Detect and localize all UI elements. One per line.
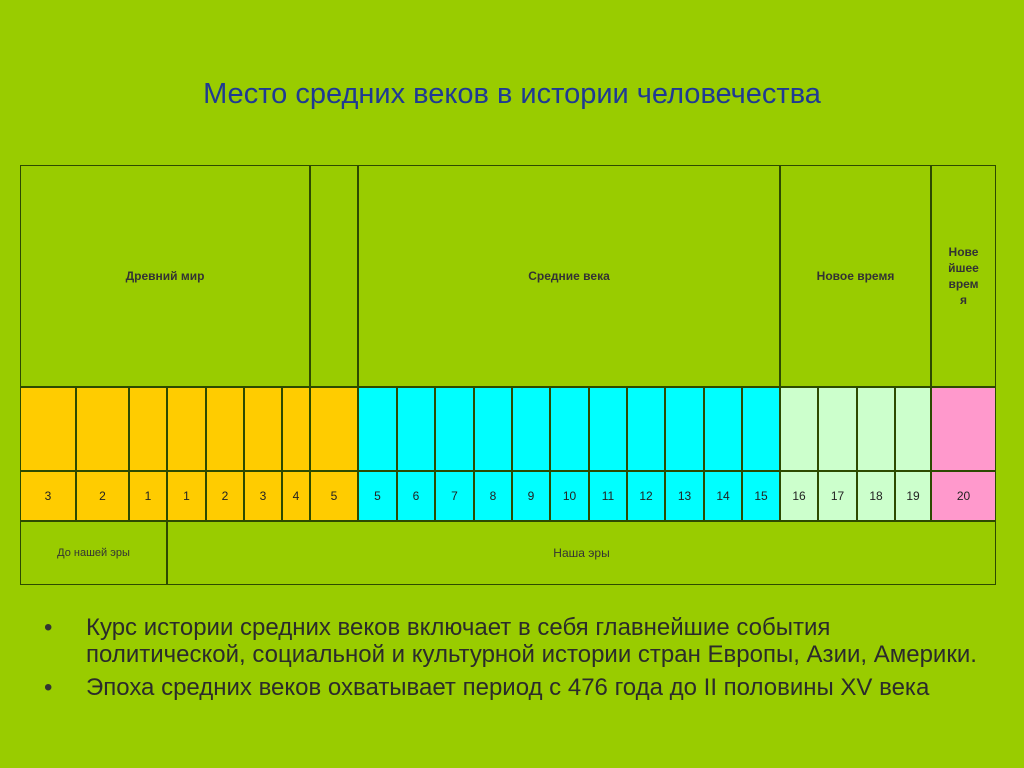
bullet-dot-icon: • (44, 674, 53, 701)
color-cell-medieval (589, 387, 627, 471)
century-cell (895, 471, 931, 521)
color-cell-modern (780, 387, 818, 471)
century-number: 20 (956, 489, 971, 503)
century-cell (512, 471, 550, 521)
color-cell-medieval (665, 387, 704, 471)
century-cell (244, 471, 282, 521)
color-cell-medieval (627, 387, 665, 471)
bullet-item (44, 674, 984, 701)
color-cell-modern (818, 387, 857, 471)
color-cell-medieval (358, 387, 397, 471)
color-cell-medieval (512, 387, 550, 471)
bullet-text: Курс истории средних веков включает в себя главнейшие события политической, социальной и культурной истории стран Европы, Азии, Америки. (86, 614, 977, 668)
century-number: 10 (562, 489, 577, 503)
century-cell (742, 471, 780, 521)
color-cell-ancient (310, 387, 358, 471)
century-cell (704, 471, 742, 521)
bullet-text: Эпоха средних веков охватывает период с 476 года до II половины XV века (86, 674, 930, 701)
century-cell (397, 471, 435, 521)
century-number: 2 (221, 489, 229, 503)
century-cell (310, 471, 358, 521)
era-blank (310, 165, 358, 387)
bullet-list (44, 614, 984, 707)
century-number: 4 (292, 489, 300, 503)
color-cell-ancient (206, 387, 244, 471)
century-number: 9 (527, 489, 535, 503)
epoch-bc (20, 521, 167, 585)
era-label-modern: Новое время (816, 269, 895, 283)
era-recent-time (931, 165, 996, 387)
bullet-dot-icon: • (44, 614, 53, 641)
century-cell (857, 471, 895, 521)
epoch-ad (167, 521, 996, 585)
century-number: 13 (677, 489, 692, 503)
century-cell (282, 471, 310, 521)
color-cell-medieval (397, 387, 435, 471)
century-cell (474, 471, 512, 521)
century-number: 1 (183, 489, 190, 503)
color-cell-ancient (282, 387, 310, 471)
century-cell (818, 471, 857, 521)
color-cell-medieval (474, 387, 512, 471)
color-cell-ancient (76, 387, 129, 471)
century-number: 17 (830, 489, 845, 503)
color-cell-ancient (20, 387, 76, 471)
page-title: Место средних веков в истории человечества (203, 78, 821, 110)
century-number: 2 (99, 489, 106, 503)
century-number: 11 (601, 489, 615, 503)
century-cell (206, 471, 244, 521)
century-cell (358, 471, 397, 521)
century-number: 16 (792, 489, 806, 503)
century-number: 12 (639, 489, 653, 503)
color-cell-ancient (167, 387, 206, 471)
era-modern-time (780, 165, 931, 387)
color-cell-medieval (435, 387, 474, 471)
color-cell-recent (931, 387, 996, 471)
color-cell-ancient (244, 387, 282, 471)
century-number: 1 (144, 489, 152, 503)
century-number: 3 (259, 489, 267, 503)
era-label-recent: Нове йшее врем я (948, 245, 979, 307)
century-number: 19 (906, 489, 920, 503)
century-number: 6 (412, 489, 420, 503)
epoch-ad-label: Наша эры (553, 546, 610, 560)
color-cell-ancient (129, 387, 167, 471)
era-label-middle-ages: Средние века (528, 269, 610, 283)
bullet-item (44, 614, 984, 668)
history-timeline-table (20, 165, 996, 585)
century-cell (20, 471, 76, 521)
century-cell (129, 471, 167, 521)
color-cell-medieval (704, 387, 742, 471)
era-middle-ages (358, 165, 780, 387)
century-cell (167, 471, 206, 521)
century-number: 5 (330, 489, 338, 503)
century-cell (931, 471, 996, 521)
color-cell-medieval (550, 387, 589, 471)
century-number: 7 (451, 489, 458, 503)
century-cell (665, 471, 704, 521)
epoch-bc-label: До нашей эры (57, 547, 130, 559)
century-cell (627, 471, 665, 521)
color-cell-medieval (742, 387, 780, 471)
color-cell-modern (857, 387, 895, 471)
century-number: 14 (716, 489, 730, 503)
century-number: 18 (869, 489, 883, 503)
era-ancient-world (20, 165, 310, 387)
color-cell-modern (895, 387, 931, 471)
century-cell (550, 471, 589, 521)
century-number: 8 (489, 489, 497, 503)
century-number: 5 (374, 489, 381, 503)
century-cell (76, 471, 129, 521)
era-label-ancient: Древний мир (125, 269, 205, 283)
century-number: 3 (44, 489, 52, 503)
century-cell (589, 471, 627, 521)
century-number: 15 (754, 489, 768, 503)
century-cell (435, 471, 474, 521)
century-cell (780, 471, 818, 521)
